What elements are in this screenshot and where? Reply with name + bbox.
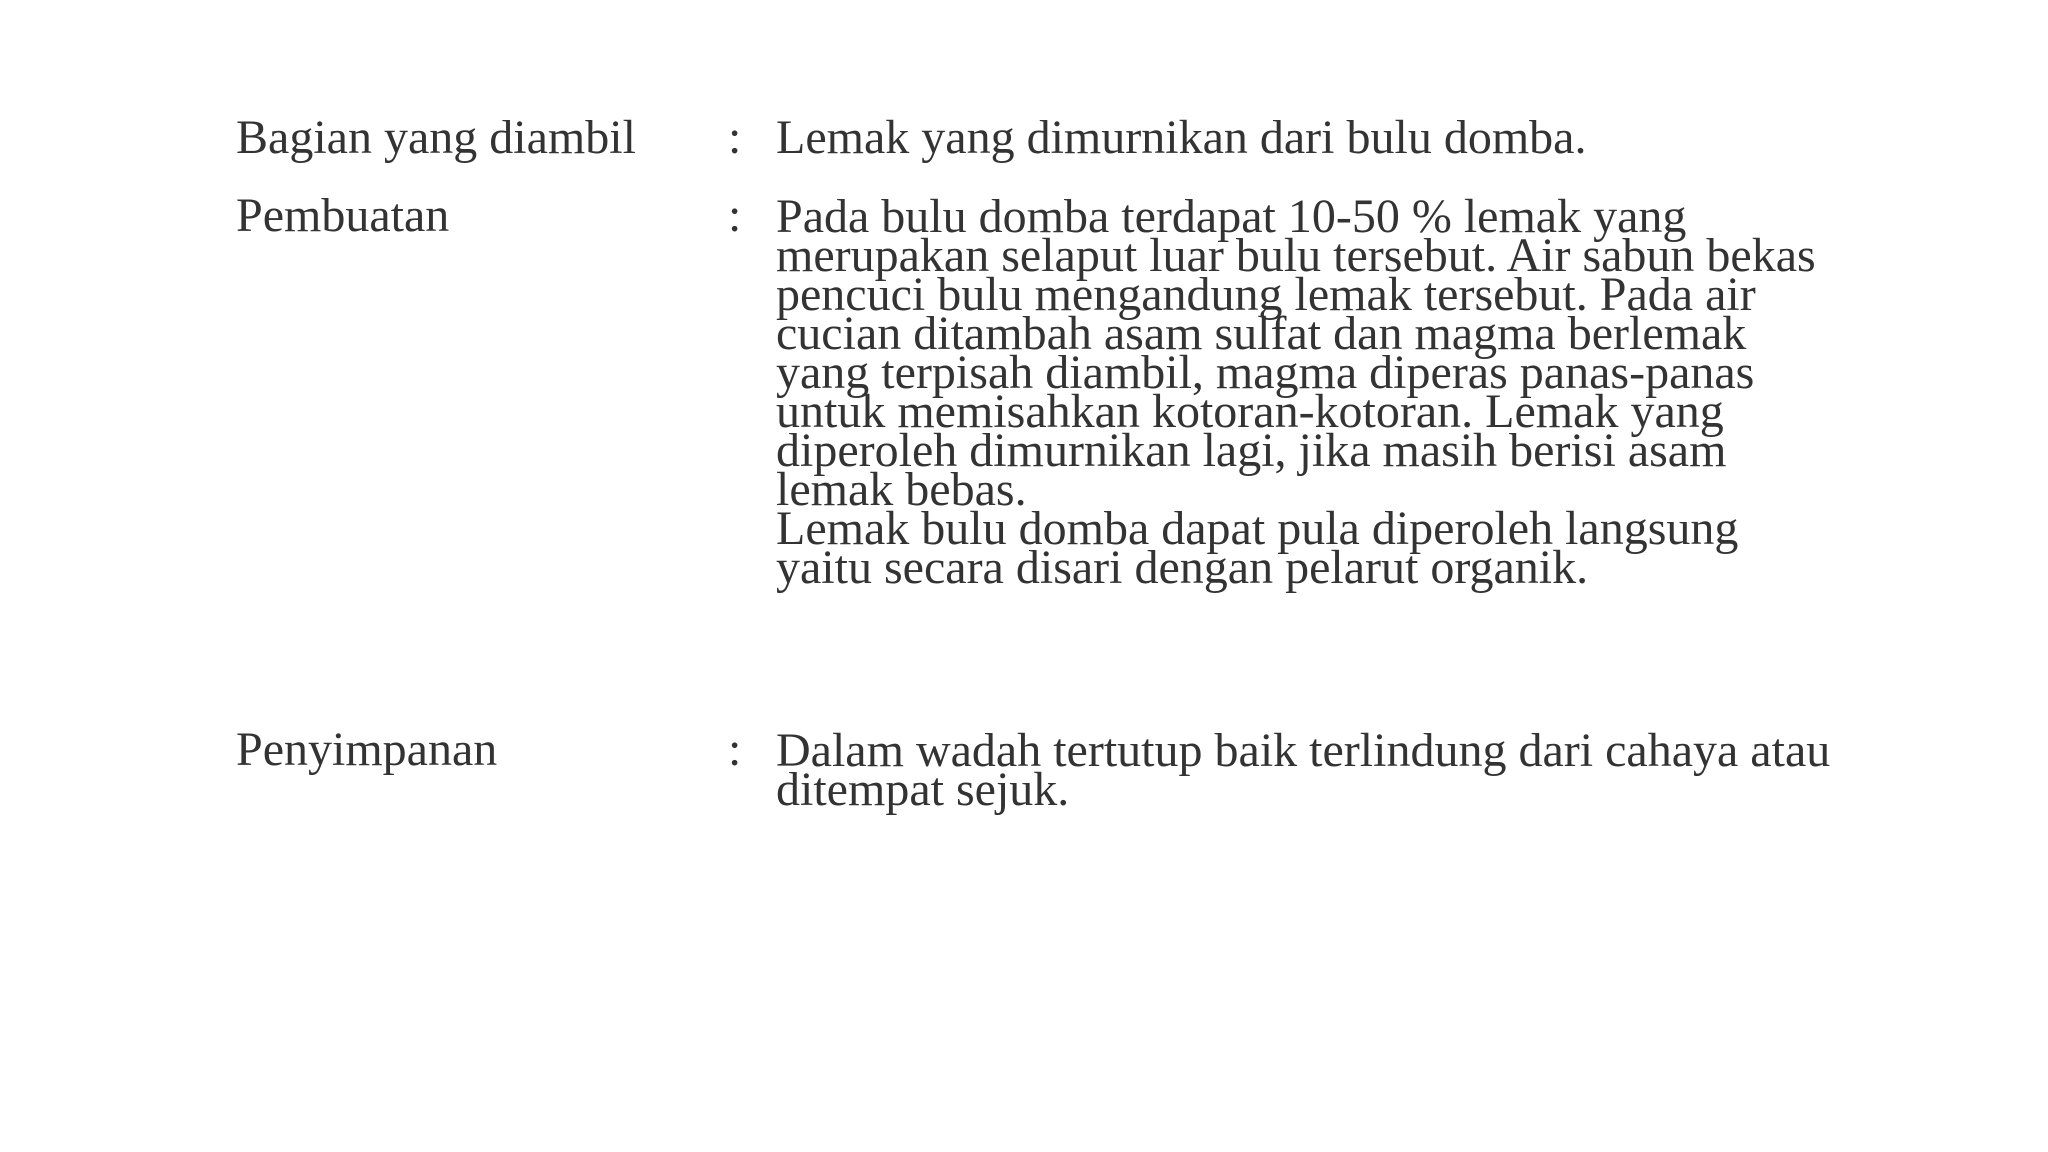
entry-definition <box>776 724 1836 816</box>
definition-paragraph: Dalam wadah tertutup baik terlindung dari cahaya atau ditempat sejuk. <box>776 724 1831 816</box>
entry-definition <box>776 190 1836 594</box>
entry-separator: : <box>728 111 742 164</box>
entry-label: Penyimpanan <box>236 723 498 776</box>
entry-separator: : <box>728 723 742 776</box>
definition-paragraph: Lemak yang dimurnikan dari bulu domba. <box>776 111 1587 164</box>
definition-paragraph: Pada bulu domba terdapat 10-50 % lemak yang merupakan selaput luar bulu tersebut. Air sabun bekas pencuci bulu mengandung lemak tersebut. Pada air cucian ditambah asam sulfat dan magma berlemak yang terpisah diambil, magma diperas panas-panas untuk memisahkan kotoran-kotoran. Lemak yang diperoleh dimurnikan lagi, jika masih berisi asam lemak bebas. <box>776 190 1816 516</box>
entry-label: Bagian yang diambil <box>236 111 636 164</box>
entry-definition <box>776 110 1836 166</box>
entry-separator: : <box>728 189 742 242</box>
entry-label: Pembuatan <box>236 189 450 242</box>
definition-paragraph: Lemak bulu domba dapat pula diperoleh langsung yaitu secara disari dengan pelarut organik. <box>776 502 1739 594</box>
